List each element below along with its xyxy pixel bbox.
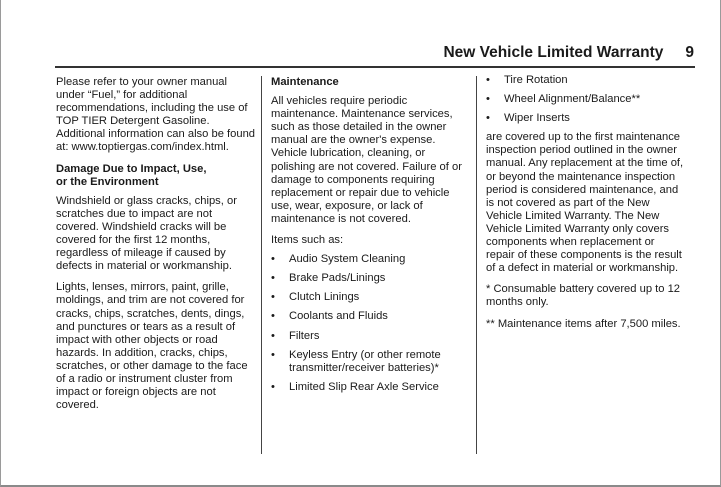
maintenance-items-list (271, 253, 467, 394)
list-item: • Wiper Inserts (486, 112, 686, 125)
list-item: • Brake Pads/Linings (271, 272, 467, 285)
list-item: • Audio System Cleaning (271, 253, 467, 266)
fuel-note: Please refer to your owner manual under “Fuel,” for additional recommendations, including the use of TOP TIER Detergent Gasoline. Additional information can also be found at: www.toptiergas.com/index.html. (56, 76, 256, 154)
list-item: • Clutch Linings (271, 291, 467, 304)
header-title: New Vehicle Limited Warranty (443, 44, 664, 61)
battery-footnote: * Consumable battery covered up to 12 months only. (486, 283, 681, 309)
list-item: • Coolants and Fluids (271, 310, 467, 323)
list-item: • Wheel Alignment/Balance** (486, 93, 686, 106)
maintenance-paragraph: All vehicles require periodic maintenance. Maintenance services, such as those detailed in the owner manual are the owner's expense. Vehicle lubrication, cleaning, or polishing are not covered. Failure of or damage to components requiring replacement or repair due to vehicle use, wear, exposure, or lack of maintenance is not covered. (271, 95, 462, 225)
column-3 (486, 74, 686, 339)
column-1 (56, 76, 256, 420)
list-item: • Keyless Entry (or other remote transmitter/receiver batteries)* (271, 349, 467, 375)
maintenance-heading: Maintenance (271, 76, 339, 88)
maintenance-footnote: ** Maintenance items after 7,500 miles. (486, 317, 681, 330)
page-header (0, 44, 694, 64)
items-intro: Items such as: (271, 234, 344, 247)
column-divider-2 (476, 76, 477, 454)
impact-heading: Damage Due to Impact, Use, or the Environment (56, 162, 207, 188)
coverage-paragraph: are covered up to the first maintenance inspection period outlined in the owner manual. Any replacement at the time of, or beyond the maintenance inspection period is considered maintenance, and is not covered as part of the New Vehicle Limited Warranty. The New Vehicle Limited Warranty only covers components when replacement or repair of these components is the result of a defect in material or workmanship. (486, 131, 684, 275)
maintenance-items-list-continued (486, 74, 686, 125)
lights-paragraph: Lights, lenses, mirrors, paint, grille, moldings, and trim are not covered for cracks, chips, scratches, dents, dings, and punctures or tears as a result of impact with other objects or road hazards. In addition, cracks, chips, scratches, or other damage to the face of a radio or instrument cluster from impact or foreign objects are not covered. (56, 281, 248, 412)
column-divider-1 (261, 76, 262, 454)
page-number: 9 (685, 44, 694, 61)
header-rule (55, 66, 695, 68)
list-item: • Limited Slip Rear Axle Service (271, 381, 467, 394)
windshield-paragraph: Windshield or glass cracks, chips, or scratches due to impact are not covered. Windshield cracks will be covered for the first 12 months, regardless of mileage if caused by defects in material or workmanship. (56, 194, 237, 273)
list-item: • Filters (271, 330, 467, 343)
column-2 (271, 76, 467, 400)
list-item: • Tire Rotation (486, 74, 686, 87)
